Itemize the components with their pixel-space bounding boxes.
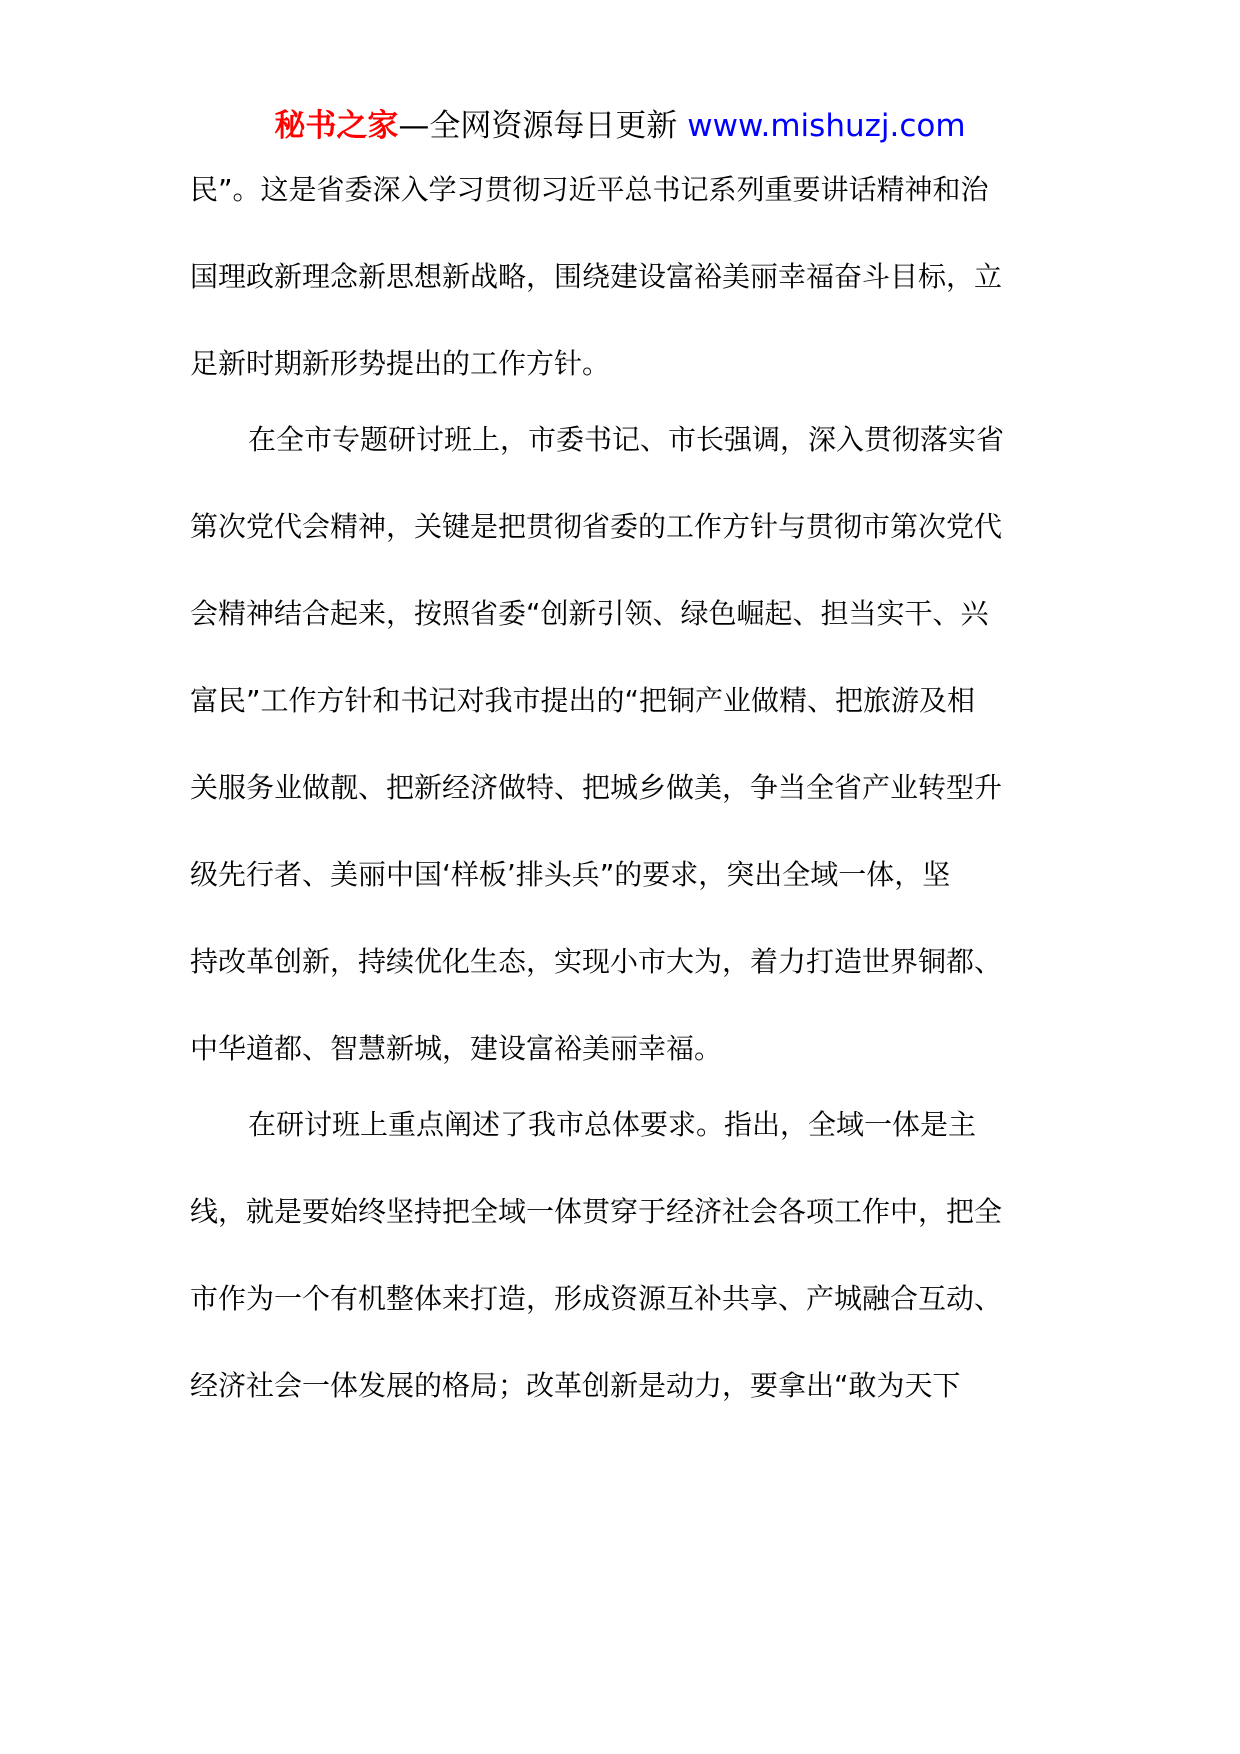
header-tagline: —全网资源每日更新 xyxy=(398,108,688,144)
text-line-2: 国理政新理念新思想新战略，围绕建设富裕美丽幸福奋斗目标，立 xyxy=(190,260,1003,293)
text-line-13: 线，就是要始终坚持把全域一体贯穿于经济社会各项工作中，把全 xyxy=(190,1195,1003,1228)
text-line-3: 足新时期新形势提出的工作方针。 xyxy=(190,347,611,380)
header-brand: 秘书之家 xyxy=(274,108,399,144)
page-header xyxy=(0,104,1240,148)
text-line-9: 级先行者、美丽中国‘样板’排头兵”的要求，突出全域一体，坚 xyxy=(190,858,951,891)
text-line-8: 关服务业做靓、把新经济做特、把城乡做美，争当全省产业转型升 xyxy=(190,771,1003,804)
text-line-6: 会精神结合起来，按照省委“创新引领、绿色崛起、担当实干、兴 xyxy=(190,597,989,630)
text-line-11: 中华道都、智慧新城，建设富裕美丽幸福。 xyxy=(190,1032,723,1065)
text-line-5: 第次党代会精神，关键是把贯彻省委的工作方针与贯彻市第次党代 xyxy=(190,510,1003,543)
text-line-1: 民”。这是省委深入学习贯彻习近平总书记系列重要讲话精神和治 xyxy=(190,173,989,206)
text-line-7: 富民”工作方针和书记对我市提出的“把铜产业做精、把旅游及相 xyxy=(190,684,976,717)
header-url[interactable]: www.mishuzj.com xyxy=(687,108,966,144)
text-line-14: 市作为一个有机整体来打造，形成资源互补共享、产城融合互动、 xyxy=(190,1282,1003,1315)
text-line-4: 在全市专题研讨班上，市委书记、市长强调，深入贯彻落实省 xyxy=(248,423,1005,456)
text-line-12: 在研讨班上重点阐述了我市总体要求。指出，全域一体是主 xyxy=(248,1108,977,1141)
text-line-10: 持改革创新，持续优化生态，实现小市大为，着力打造世界铜都、 xyxy=(190,945,1003,978)
text-line-15: 经济社会一体发展的格局；改革创新是动力，要拿出“敢为天下 xyxy=(190,1369,961,1402)
